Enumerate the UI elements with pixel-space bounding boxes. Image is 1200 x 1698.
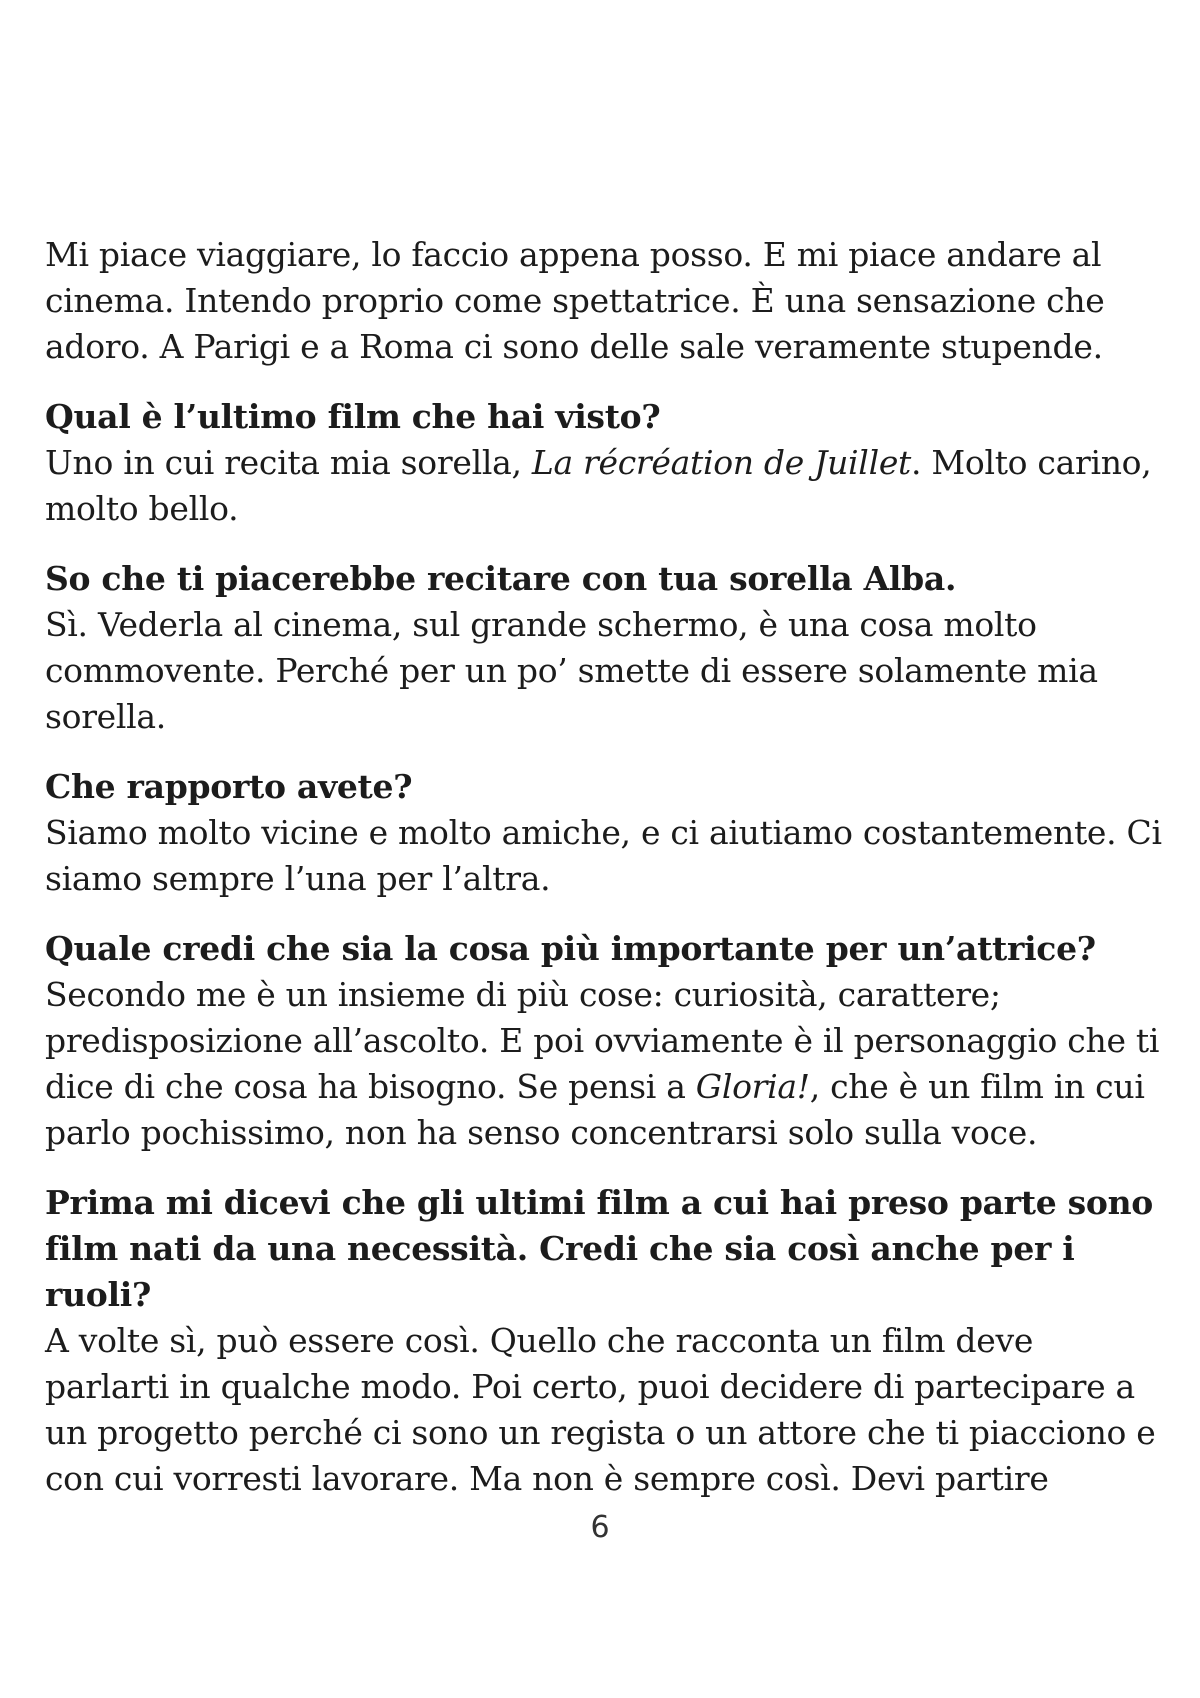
question-5: Prima mi dicevi che gli ultimi film a cui hai preso parte sono film nati da una necessità. Credi che sia così anche per i ruoli? <box>45 1183 1153 1314</box>
question-3: Che rapporto avete? <box>45 767 413 806</box>
answer-1-text-after: . Molto carino, molto bello. <box>45 443 1152 528</box>
answer-4-film-title: Gloria! <box>695 1067 810 1106</box>
answer-1-text-before: Uno in cui recita mia sorella, <box>45 443 532 482</box>
document-body <box>45 232 1165 1526</box>
question-4: Quale credi che sia la cosa più importante per un’attrice? <box>45 929 1096 968</box>
page-number: 6 <box>590 1510 610 1545</box>
answer-1-film-title: La récréation de Juillet <box>531 443 912 482</box>
answer-3: Siamo molto vicine e molto amiche, e ci aiutiamo costantemente. Ci siamo sempre l’una per l’altra. <box>45 813 1162 898</box>
answer-1 <box>45 440 1165 532</box>
answer-4 <box>45 972 1165 1156</box>
question-1: Qual è l’ultimo film che hai visto? <box>45 397 661 436</box>
question-2: So che ti piacerebbe recitare con tua sorella Alba. <box>45 559 957 598</box>
answer-2: Sì. Vederla al cinema, sul grande schermo, è una cosa molto commovente. Perché per un po’ smette di essere solamente mia sorella. <box>45 605 1098 736</box>
answer-4-text-before: Secondo me è un insieme di più cose: curiosità, carattere; predisposizione all’ascolto. E poi ovviamente è il personaggio che ti dice di che cosa ha bisogno. Se pensi a <box>45 975 1160 1106</box>
answer-5: A volte sì, può essere così. Quello che racconta un film deve parlarti in qualche modo. Poi certo, puoi decidere di partecipare a un progetto perché ci sono un regista o un attore che ti piacciono e con cui vorresti lavorare. Ma non è sempre così. Devi partire <box>45 1321 1156 1498</box>
answer-4-text-after: , che è un film in cui parlo pochissimo, non ha senso concentrarsi solo sulla voce. <box>45 1067 1145 1152</box>
intro-paragraph: Mi piace viaggiare, lo faccio appena posso. E mi piace andare al cinema. Intendo proprio come spettatrice. È una sensazione che adoro. A Parigi e a Roma ci sono delle sale veramente stupende. <box>45 235 1105 366</box>
